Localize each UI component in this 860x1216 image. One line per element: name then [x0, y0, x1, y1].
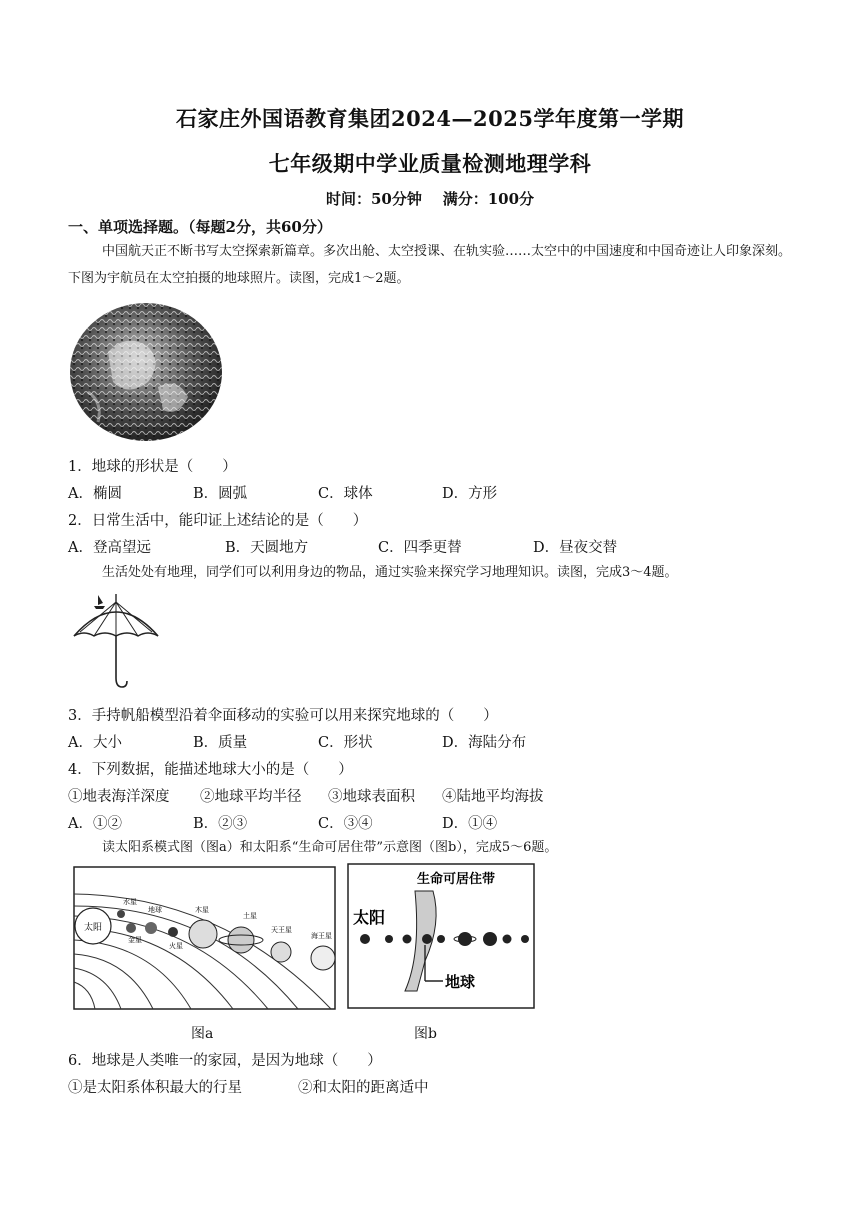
label-earth: 地球 — [445, 973, 476, 991]
label-sun: 太阳 — [83, 923, 103, 933]
option-d[interactable]: D．①④ — [442, 816, 498, 832]
figure-b-caption: 图b — [414, 1026, 437, 1042]
earth-photo — [68, 302, 224, 442]
option-c[interactable]: C．③④ — [318, 816, 373, 832]
exam-title-line1: 石家庄外国语教育集团2024—2025学年度第一学期 — [176, 106, 684, 131]
figure-a-caption: 图a — [191, 1026, 214, 1042]
question-2-options — [0, 536, 860, 558]
question-3-options — [0, 731, 860, 753]
intro-q3-4: 生活处处有地理，同学们可以利用身边的物品，通过实验来探究学习地理知识。读图，完成3～4题。 — [102, 565, 678, 580]
label-sun: 太阳 — [353, 908, 386, 927]
question-3-stem: 3．手持帆船模型沿着伞面移动的实验可以用来探究地球的（ ） — [68, 708, 498, 724]
exam-time-info: 时间：50分钟 满分：100分 — [325, 190, 535, 208]
section-heading: 一、单项选择题。（每题2分，共60分） — [68, 218, 332, 236]
exam-title-line2: 七年级期中学业质量检测地理学科 — [268, 151, 592, 176]
option-d[interactable]: D．海陆分布 — [442, 735, 527, 751]
option-a[interactable]: A．①② — [68, 816, 122, 832]
statement-3: ③地球表面积 — [328, 789, 415, 805]
option-a[interactable]: A．大小 — [68, 735, 122, 751]
statement-2: ②和太阳的距离适中 — [298, 1080, 429, 1096]
option-d[interactable]: D．昼夜交替 — [533, 540, 618, 556]
label-mars: 火星 — [169, 942, 183, 950]
label-mercury: 水星 — [123, 898, 137, 906]
question-6-stem: 6．地球是人类唯一的家园，是因为地球（ ） — [68, 1053, 382, 1069]
statement-2: ②地球平均半径 — [200, 789, 302, 805]
label-earth: 地球 — [148, 906, 162, 914]
umbrella-sailboat-figure — [70, 592, 162, 692]
question-2-stem: 2．日常生活中，能印证上述结论的是（ ） — [68, 513, 368, 529]
label-habitable-zone: 生命可居住带 — [417, 872, 496, 887]
label-saturn: 土星 — [243, 912, 257, 920]
question-1-options — [0, 482, 860, 504]
option-d[interactable]: D．方形 — [442, 486, 498, 502]
label-venus: 金星 — [128, 936, 142, 944]
option-b[interactable]: B．天圆地方 — [225, 540, 309, 556]
statement-4: ④陆地平均海拔 — [442, 789, 544, 805]
statement-1: ①是太阳系体积最大的行星 — [68, 1080, 242, 1096]
question-4-stem: 4．下列数据，能描述地球大小的是（ ） — [68, 762, 353, 778]
option-b[interactable]: B．②③ — [193, 816, 248, 832]
option-a[interactable]: A．登高望远 — [68, 540, 151, 556]
question-4-options — [0, 812, 860, 834]
question-4-statements — [0, 785, 860, 807]
question-1-stem: 1．地球的形状是（ ） — [68, 459, 237, 475]
solar-system-figure-a — [73, 866, 336, 1010]
option-c[interactable]: C．四季更替 — [378, 540, 462, 556]
label-neptune: 海王星 — [311, 932, 332, 940]
label-jupiter: 木星 — [195, 906, 209, 914]
question-6-statements — [0, 1076, 860, 1098]
label-uranus: 天王星 — [271, 926, 292, 934]
option-b[interactable]: B．圆弧 — [193, 486, 248, 502]
intro-q5-6: 读太阳系模式图（图a）和太阳系“生命可居住带”示意图（图b），完成5～6题。 — [102, 840, 558, 855]
option-b[interactable]: B．质量 — [193, 735, 248, 751]
intro-q1-2: 中国航天正不断书写太空探索新篇章。多次出舱、太空授课、在轨实验……太空中的中国速度和中国奇迹让人印象深刻。下图为宇航员在太空拍摄的地球照片。读图，完成1～2题。 — [68, 244, 792, 286]
option-c[interactable]: C．球体 — [318, 486, 373, 502]
habitable-zone-figure-b — [347, 863, 535, 1009]
option-a[interactable]: A．椭圆 — [68, 486, 122, 502]
statement-1: ①地表海洋深度 — [68, 789, 170, 805]
option-c[interactable]: C．形状 — [318, 735, 373, 751]
